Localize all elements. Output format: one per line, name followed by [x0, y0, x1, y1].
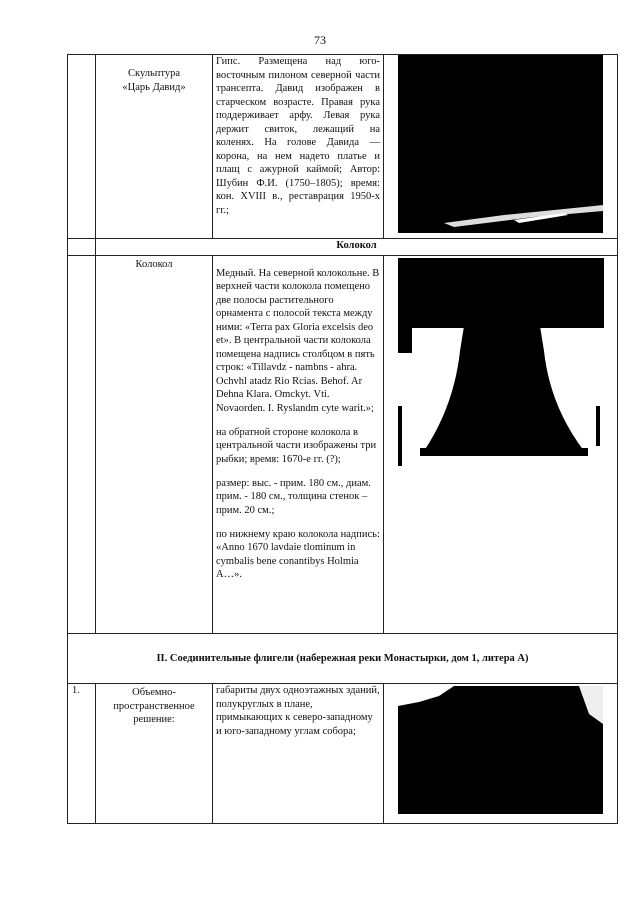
statue-name-cell	[96, 55, 213, 239]
bell-description-part: на обратной стороне колокола в центральной части изображены три рыбки; время: 1670-е гг. (?);	[216, 426, 377, 465]
bell-description-part: Медный. На северной колокольне. В верхней части колокола помещено две полосы растительного орнамента с полосой текста между ними: «Terra pax Gloria excelsis deo et». В центральной части колокола помещена надпись столбцом в пять строк: «Tillavdz - nambns - ahra. Ochvhl atadz Rio Rcias. Behof. Ar Dehna Klara. Omckyt. Vti. Novaorden. I. Ryslandm cyte warit.»;	[216, 267, 380, 414]
table-row-statue	[68, 55, 618, 239]
wings-photo	[384, 684, 618, 816]
row-number-cell	[68, 55, 96, 239]
section-heading-bell: Колокол	[96, 239, 618, 256]
bell-description-part: по нижнему краю колокола надпись: «Anno 1670 lavdaie tlominum in cymbalis bene conantibys Holmia A…».	[216, 528, 380, 580]
monument-table	[67, 54, 618, 824]
table-row-section-ii	[68, 634, 618, 684]
bell-description	[213, 256, 384, 634]
bell-description-part: размер: выс. - прим. 180 см., диам. прим. - 180 см., толщина стенок – прим. 20 см.;	[216, 477, 371, 516]
bell-photo-cell	[384, 256, 618, 634]
section-heading-ii: II. Соединительные флигели (набережная реки Монастырки, дом 1, литера А)	[68, 634, 618, 684]
bell-name: Колокол	[96, 256, 213, 634]
page-number: 73	[314, 33, 326, 47]
wings-name: Объемно-пространственное решение:	[96, 684, 213, 824]
wings-photo-cell	[384, 684, 618, 824]
statue-photo-cell	[384, 55, 618, 239]
wings-number: 1.	[68, 684, 96, 824]
table-row-bell	[68, 256, 618, 634]
wings-description: габариты двух одноэтажных зданий, полукруглых в плане, примыкающих к северо-западному и юго-западному углам собора;	[213, 684, 384, 824]
table-row-wings	[68, 684, 618, 824]
table-row-section-bell	[68, 239, 618, 256]
bell-photo	[384, 256, 618, 476]
statue-description: Гипс. Размещена над юго-восточным пилоном северной части трансепта. Давид изображен в старческом возрасте. Правая рука поддерживает арфу. Левая рука держит свиток, лежащий на коленях. На голове Давида — корона, на нем надето платье и плащ с ажурной каймой; Автор: Шубин Ф.И. (1750–1805); время: кон. XVIII в., реставрация 1950-х гг.;	[213, 55, 384, 239]
statue-name-line2: «Царь Давид»	[122, 81, 186, 93]
statue-photo	[384, 55, 618, 238]
statue-name-line1: Скульптура	[127, 68, 180, 79]
